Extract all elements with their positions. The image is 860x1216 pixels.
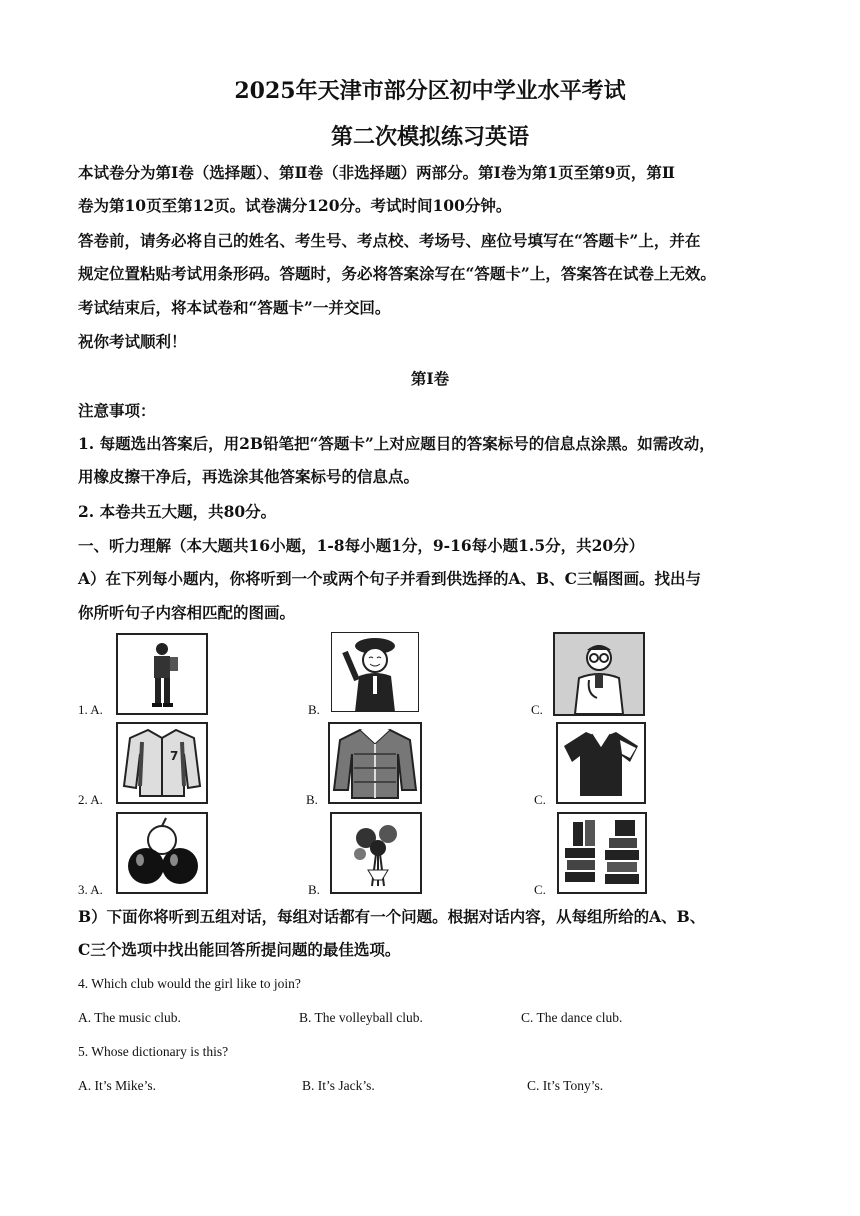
answer-option: C. It’s Tony’s. xyxy=(527,1078,604,1093)
page-title: 2025年天津市部分区初中学业水平考试 xyxy=(234,78,626,104)
doctor-icon xyxy=(553,632,645,716)
option-label: 2. A. xyxy=(78,792,103,807)
option-label: B. xyxy=(308,702,320,717)
notes-heading: 注意事项： xyxy=(78,401,156,420)
answer-option: A. It’s Mike’s. xyxy=(78,1078,157,1093)
t-shirt-icon xyxy=(556,722,646,804)
shirt-icon xyxy=(328,722,422,804)
page-subtitle: 第二次模拟练习英语 xyxy=(330,124,529,150)
option-label: B. xyxy=(306,792,318,807)
part-b-instruction: B）下面你将听到五组对话，每组对话都有一个问题。根据对话内容，从每组所给的A、B、 xyxy=(78,907,706,926)
question-text: 5. Whose dictionary is this? xyxy=(78,1044,229,1059)
answer-option: A. The music club. xyxy=(78,1010,181,1025)
jacket-icon xyxy=(116,722,208,804)
option-label: C. xyxy=(534,792,546,807)
volume-heading: 第Ⅰ卷 xyxy=(410,369,450,388)
answer-option: B. It’s Jack’s. xyxy=(302,1078,375,1093)
svg-text:7: 7 xyxy=(170,749,179,763)
flowers-icon xyxy=(330,812,422,894)
option-label: C. xyxy=(534,882,546,897)
police-officer-icon xyxy=(331,632,419,712)
intro-line: 祝你考试顺利！ xyxy=(78,332,187,351)
student-icon xyxy=(116,633,208,715)
question-text: 4. Which club would the girl like to join? xyxy=(78,976,301,991)
option-label: 1. A. xyxy=(78,702,103,717)
intro-line: 规定位置粘贴考试用条形码。答题时，务必将答案涂写在“答题卡”上，答案答在试卷上无效。 xyxy=(78,264,716,283)
books-icon xyxy=(557,812,647,894)
answer-option: C. The dance club. xyxy=(521,1010,623,1025)
part-a-instruction: 你所听句子内容相匹配的图画。 xyxy=(78,603,296,622)
part-a-instruction: A）在下列每小题内，你将听到一个或两个句子并看到供选择的A、B、C三幅图画。找出与 xyxy=(78,569,701,588)
notes-item: 2. 本卷共五大题，共80分。 xyxy=(78,502,277,521)
intro-line: 考试结束后，将本试卷和“答题卡”一并交回。 xyxy=(78,298,391,317)
part-b-instruction: C三个选项中找出能回答所提问题的最佳选项。 xyxy=(78,940,401,959)
option-label: C. xyxy=(531,702,543,717)
notes-item: 用橡皮擦干净后，再选涂其他答案标号的信息点。 xyxy=(78,467,420,486)
option-label: 3. A. xyxy=(78,882,103,897)
option-label: B. xyxy=(308,882,320,897)
intro-line: 卷为第10页至第12页。试卷满分120分。考试时间100分钟。 xyxy=(78,196,512,215)
intro-line: 答卷前，请务必将自己的姓名、考生号、考点校、考场号、座位号填写在“答题卡”上，并在 xyxy=(78,231,701,250)
section-heading: 一、听力理解（本大题共16小题，1-8每小题1分，9-16每小题1.5分，共20分） xyxy=(78,536,645,555)
answer-option: B. The volleyball club. xyxy=(299,1010,423,1025)
apples-icon xyxy=(116,812,208,894)
notes-item: 1. 每题选出答案后，用2B铅笔把“答题卡”上对应题目的答案标号的信息点涂黑。如需改动， xyxy=(78,434,715,453)
intro-line: 本试卷分为第Ⅰ卷（选择题）、第Ⅱ卷（非选择题）两部分。第Ⅰ卷为第1页至第9页，第Ⅱ xyxy=(78,163,675,182)
